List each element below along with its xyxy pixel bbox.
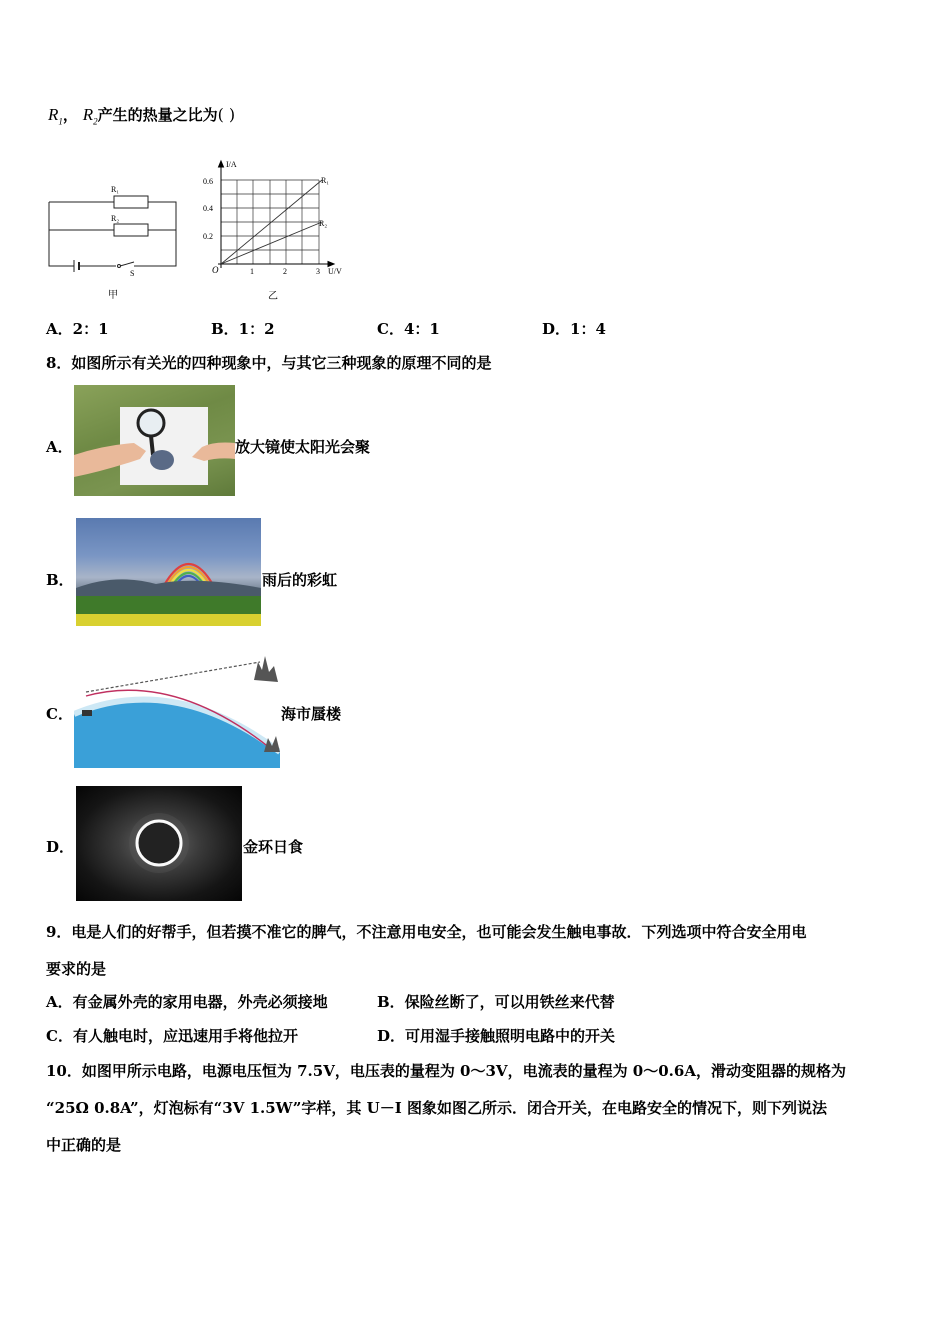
circuit-r1-label: R₁ xyxy=(111,185,120,194)
graph-x-tick: 2 xyxy=(283,267,287,276)
graph-x-tick: 3 xyxy=(316,267,320,276)
graph-y-tick: 0.6 xyxy=(203,177,213,186)
graph-line-label-r1: R₁ xyxy=(321,176,330,185)
r2-symbol: $R_2$ xyxy=(82,105,98,127)
q9-option-c: C．有人触电时，应迅速用手将他拉开 xyxy=(46,1027,298,1045)
q7-stem-text: 产生的热量之比为 xyxy=(97,106,218,124)
q7-option-a: A．2：1 xyxy=(46,320,109,338)
graph-x-tick: 1 xyxy=(250,267,254,276)
q7-option-b: B．1：2 xyxy=(211,320,275,338)
circuit-r2-label: R₂ xyxy=(111,214,120,223)
q9-option-d: D．可用湿手接触照明电路中的开关 xyxy=(377,1027,616,1045)
comma: ， xyxy=(62,106,78,124)
mirage-diagram xyxy=(74,652,280,768)
r1-symbol: $R_1$ xyxy=(48,105,63,127)
circuit-diagram xyxy=(44,180,184,305)
q9-option-b: B．保险丝断了，可以用铁丝来代替 xyxy=(377,993,615,1011)
q7-option-c: C．4：1 xyxy=(377,320,440,338)
circuit-switch-label: S xyxy=(130,269,135,278)
q8-option-d-text: 金环日食 xyxy=(243,838,304,856)
q7-stem xyxy=(48,104,235,126)
annular-eclipse-photo xyxy=(76,786,242,901)
q8-option-c-text: 海市蜃楼 xyxy=(281,705,342,723)
graph-y-tick: 0.2 xyxy=(203,232,213,241)
q8-option-b-letter: B． xyxy=(46,571,74,589)
answer-paren: ( ) xyxy=(217,105,236,124)
q9-option-a: A．有金属外壳的家用电器，外壳必须接地 xyxy=(46,993,328,1011)
q8-option-a-text: 放大镜使太阳光会聚 xyxy=(235,438,371,456)
q8-option-d-letter: D． xyxy=(46,838,75,856)
q10-line2: “25Ω 0.8A”，灯泡标有“3V 1.5W”字样，其 U－I 图象如图乙所示．闭合开关，在电路安全的情况下，则下列说法 xyxy=(46,1099,827,1117)
q10-line1: 10．如图甲所示电路，电源电压恒为 7.5V，电压表的量程为 0～3V，电流表的量程为 0～0.6A，滑动变阻器的规格为 xyxy=(46,1062,846,1080)
graph-x-axis-label: U/V xyxy=(328,267,342,276)
q7-option-d: D．1：4 xyxy=(542,320,606,338)
rainbow-photo xyxy=(76,518,261,626)
q10-line3: 中正确的是 xyxy=(46,1136,122,1154)
q8-stem: 8．如图所示有关光的四种现象中，与其它三种现象的原理不同的是 xyxy=(46,354,492,372)
q8-option-c-letter: C． xyxy=(46,705,73,723)
circuit-caption: 甲 xyxy=(108,290,118,301)
q8-option-b-text: 雨后的彩虹 xyxy=(262,571,338,589)
magnifier-photo xyxy=(74,385,235,496)
iu-graph xyxy=(198,156,358,306)
q8-option-a-letter: A． xyxy=(46,438,73,456)
graph-y-axis-label: I/A xyxy=(226,160,237,169)
graph-caption: 乙 xyxy=(268,291,278,302)
graph-y-tick: 0.4 xyxy=(203,204,213,213)
q9-stem-line2: 要求的是 xyxy=(46,960,107,978)
graph-origin: O xyxy=(212,265,219,275)
q9-stem-line1: 9．电是人们的好帮手，但若摸不准它的脾气，不注意用电安全，也可能会发生触电事故．下列选项中符合安全用电 xyxy=(46,923,807,941)
graph-line-label-r2: R₂ xyxy=(319,219,328,228)
